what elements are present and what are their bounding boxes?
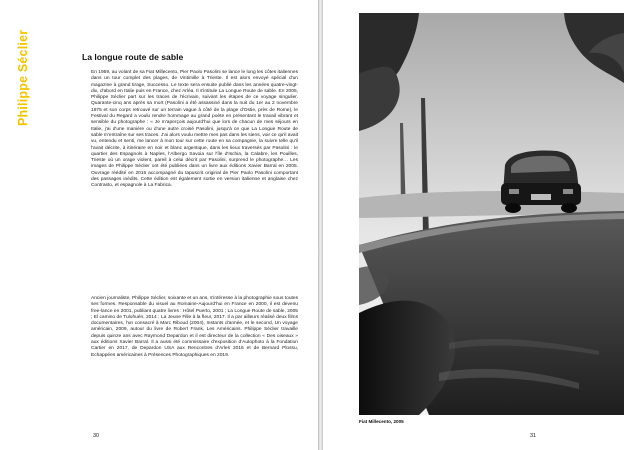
page-number-left: 30 bbox=[93, 433, 100, 439]
road-photograph-image bbox=[359, 13, 624, 415]
body-paragraph-1: En 1959, au volant de sa Fiat Millecento, Pier Paolo Pasolini se lance le long les côtes italiennes dans un tour complet des plages, de Vintimille à Trieste. Il est alors envoyé spécial d'un magazine à grand tirage, Successo. Le texte sera ensuite publié dans les années quatre-vingt-dix, d'abord en Italie puis en France, chez Arléa. Il s'intitule La Longue Route de sable. En 2005, Philippe Séclier part sur les traces de l'écrivain, suivant les étapes de ce voyage singulier. Quarante-cinq ans après sa mort (Pasolini a été assassiné dans la nuit du 1er au 2 novembre 1975 et son corps retrouvé sur un terrain vague à côté de la plage d'Ostie, près de Rome), le Festival du Regard a voulu rendre hommage au grand poète en présentant le travail vibrant et sensible du photographe : « Je m'aperçois aujourd'hui que lors de chacun de mes séjours en Italie, j'ai d'une manière ou d'une autre croisé Pasolini, jusqu'à ce que La Longue Route de sable m'entraîne sur ses traces. J'ai alors voulu mettre mes pas dans les siens, voir ce qu'il avait vu, entendu et senti, me lancer à mon tour sur cette route en sa compagnie, la suivre telle qu'il l'avait décrite, à itinéraire en noir et blanc argentique, dans les lieux traversés par Pasolini : le quartier des Espagnols à Naples, l'Albergo Savoia sur l'île d'Ischia, la Calabre, les Pouilles, Trieste où un orage violent, pareil à celui décrit par Pasolini, surprend le photographe… Les images de Philippe Séclier ont été publiées dans un livre aux éditions Xavier Barral en 2005. Ouvrage réédité en 2015 accompagné du tapuscrit original de Pier Paolo Pasolini comportant des passages inédits. Cette édition est également sortie en version italienne et anglaise chez Contrasto, et espagnole à La Fabrica. bbox=[91, 70, 298, 189]
road-photograph bbox=[359, 13, 624, 415]
author-name-text: Philippe Séclier bbox=[16, 29, 30, 126]
page-number-right: 31 bbox=[530, 433, 537, 439]
photo-caption: Fiat Millecento, 2005 bbox=[359, 419, 404, 424]
left-page bbox=[0, 0, 318, 450]
body-paragraph-2: Ancien journaliste, Philippe Séclier, soixante et un ans, s'intéresse à la photographie sous toutes ses formes. Responsable du visuel au Romaine-Aujourd'hui en France en 2000, il est devenu free-lance en 2001, publiant quatre livres : Hôtel Puerto, 2001 ; La Longue Route de sable, 2005 ; El camino de Tulohuén, 2014 ; La Jeune Fille à la fleur, 2017. Il a par ailleurs réalisé deux films documentaires, l'un consacré à Marc Riboud (2004), Instants d'année, et le second, Un voyage américain, 2009, autour du livre de Robert Frank, Les Américains. Philippe Séclier travaille depuis quinze ans avec Raymond Depardon et il est directeur de la collection « Des oiseaux » aux éditions Xavier Barral. Il a aussi été commissaire d'exposition d'Autophoto à la Fondation Cartier en 2017, de Depardon USA aux Rencontres d'Arles 2016 et de Bernard Plossu, Echappées américaines à Présences Photographiques en 2019. bbox=[91, 296, 298, 358]
author-name-vertical bbox=[16, 16, 30, 126]
section-title: La longue route de sable bbox=[82, 52, 184, 62]
